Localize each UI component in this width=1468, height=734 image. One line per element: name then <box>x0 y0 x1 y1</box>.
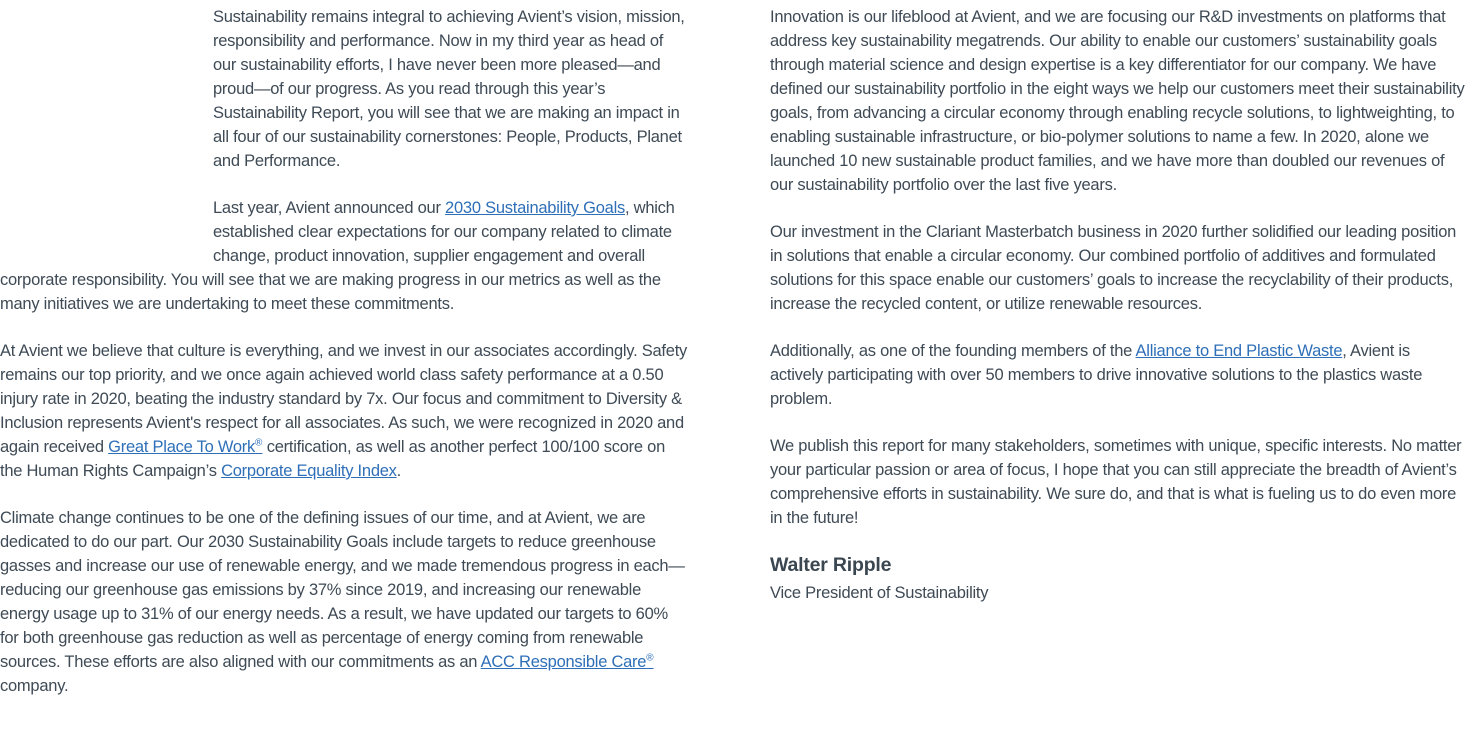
paragraph <box>0 506 688 698</box>
text-run: Innovation is our lifeblood at Avient, and we are focusing our R&D investments on platforms that address key sustainability megatrends. Our ability to enable our customers’ sustainability goals through material science and design expertise is a key differentiator for our company. We have defined our sustainability portfolio in the eight ways we help our customers meet their sustainability goals, from advancing a circular economy through enabling recycle solutions, to lightweighting, to enabling sustainable infrastructure, or bio-polymer solutions to name a few. In 2020, alone we launched 10 new sustainable product families, and we have more than doubled our revenues of our sustainability portfolio over the last five years. <box>770 8 1465 194</box>
portrait-placeholder <box>0 5 213 251</box>
text-run: Sustainability remains integral to achieving Avient’s vision, mission, responsibility and performance. Now in my third year as head of our sustainability efforts, I have never been more pleased—and proud—of our progress. As you read through this year’s Sustainability Report, you will see that we are making an impact in all four of our sustainability cornerstones: People, Products, Planet and Performance. <box>213 8 685 170</box>
inline-link[interactable]: Corporate Equality Index <box>221 462 397 480</box>
signature-name: Walter Ripple <box>770 554 892 576</box>
inline-link[interactable]: Great Place To Work® <box>108 437 263 456</box>
text-run: Our investment in the Clariant Masterbatch business in 2020 further solidified our leading position in solutions that enable a circular economy. Our combined portfolio of additives and formulated solutions for this space enable our customers’ goals to increase the recyclability of their products, increase the recycled content, or utilize renewable resources. <box>770 223 1457 313</box>
text-run: At Avient we believe that culture is everything, and we invest in our associates accordingly. Safety remains our top priority, and we once again achieved world class safety performance at a 0.50 injury rate in 2020, beating the industry standard by 7x. Our focus and commitment to Diversity & Inclusion represents Avient's respect for all associates. As such, we were recognized in 2020 and again received <box>0 342 688 456</box>
signature-title: Vice President of Sustainability <box>770 584 989 602</box>
inline-link[interactable]: ACC Responsible Care® <box>480 652 654 671</box>
inline-link[interactable]: Alliance to End Plastic Waste <box>1135 342 1343 360</box>
paragraph <box>770 220 1467 316</box>
paragraph <box>770 339 1467 411</box>
left-column <box>0 5 688 721</box>
text-run: , which established clear expectations for our company related to climate change, product innovation, supplier engagement and overall corporate responsibility. You will see that we are making progress in our metrics as well as the many initiatives we are undertaking to meet these commitments. <box>0 199 675 313</box>
text-run: certification, as well as another perfect 100/100 score on the Human Rights Campaign’s <box>0 438 665 480</box>
paragraph <box>770 434 1467 530</box>
right-column <box>770 5 1467 721</box>
text-run: , Avient is actively participating with over 50 members to drive innovative solutions to the plastics waste problem. <box>770 342 1423 408</box>
registered-trademark: ® <box>255 437 263 449</box>
inline-link[interactable]: 2030 Sustainability Goals <box>445 199 625 217</box>
text-run: Climate change continues to be one of the defining issues of our time, and at Avient, we are dedicated to do our part. Our 2030 Sustainability Goals include targets to reduce greenhouse gasses and increase our use of renewable energy, and we made tremendous progress in each—reducing our greenhouse gas emissions by 37% since 2019, and increasing our renewable energy usage up to 31% of our energy needs. As a result, we have updated our targets to 60% for both greenhouse gas reduction as well as percentage of energy coming from renewable sources. These efforts are also aligned with our commitments as an <box>0 509 685 671</box>
paragraph <box>0 339 688 483</box>
text-run: . <box>396 462 402 480</box>
text-run: Last year, Avient announced our <box>213 199 446 217</box>
text-run: We publish this report for many stakeholders, sometimes with unique, specific interests. No matter your particular passion or area of focus, I hope that you can still appreciate the breadth of Avient’s comprehensive efforts in sustainability. We sure do, and that is what is fueling us to do even more in the future! <box>770 437 1462 527</box>
text-run: company. <box>0 677 69 695</box>
signature <box>770 553 1467 605</box>
registered-trademark: ® <box>646 652 654 664</box>
text-run: Additionally, as one of the founding members of the <box>770 342 1136 360</box>
paragraph <box>770 5 1467 197</box>
